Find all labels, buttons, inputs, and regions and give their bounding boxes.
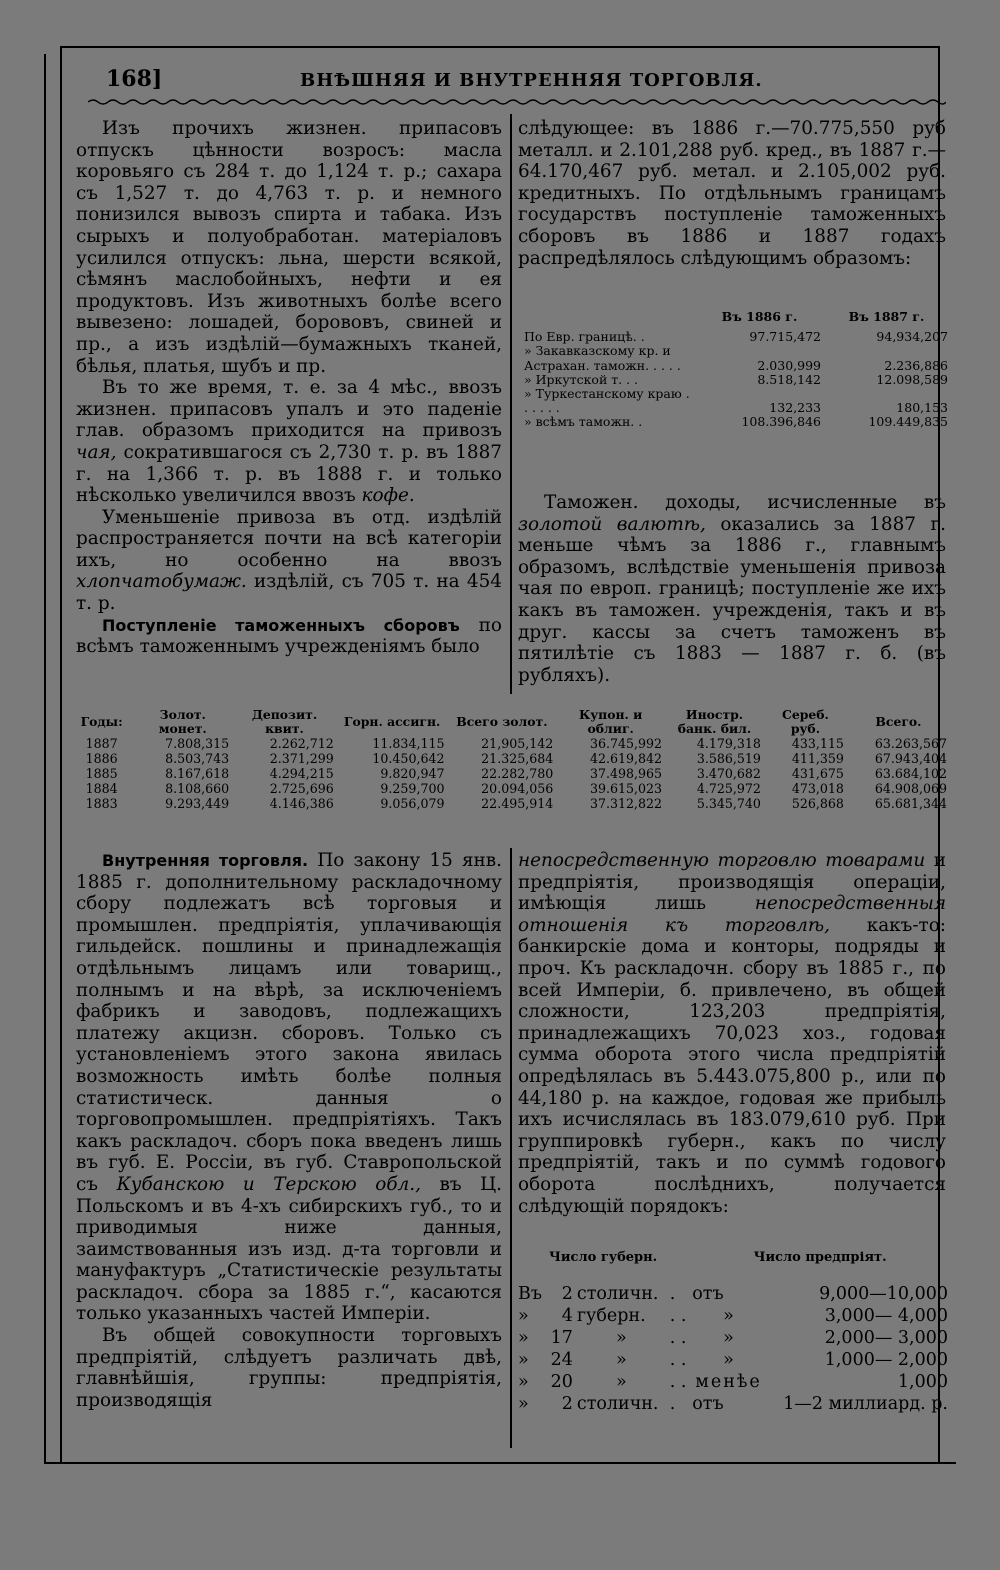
table-row: По Евр. границѣ. . 97.715,472 94,934,207 [524, 329, 948, 345]
table-row: Въ 2 столичн. . отъ 9,000—10,000 [518, 1284, 948, 1304]
page-title: ВНѢШНЯЯ И ВНУТРЕННЯЯ ТОРГОВЛЯ. [300, 70, 763, 91]
provinces-ranking-table [516, 1246, 950, 1415]
table-row: » всѣмъ таможн. . 108.396,846 109.449,835 [524, 414, 948, 430]
emph-cotton: хлопчатобумаж. [76, 571, 247, 593]
paragraph-manufactures: Уменьшеніе привоза въ отд. издѣлій распространяется почти на всѣ категоріи ихъ, но особенно на ввозъ хлопчатобумаж. издѣлій, съ 705 т. на 454 т. р. [76, 506, 502, 615]
table-row: » 4 губерн. . . » 3,000— 4,000 [518, 1306, 948, 1326]
table-row: » Закавказскому кр. и Астрахан. таможн. . . . . 2.030,999 2.236,886 [524, 343, 948, 373]
table-row: » 2 столичн. . отъ 1—2 миллиард. р. [518, 1394, 948, 1414]
right-column-top [518, 118, 946, 269]
paragraph-exports: Изъ прочихъ жизнен. припасовъ отпускъ цѣнности возросъ: масла коровьяго съ 284 т. до 1,124 т. р.; сахара съ 1,527 т. до 4,763 т. р. и немного понизился вывозъ спирта и табака. Изъ сырыхъ и полуобработан. матеріаловъ усилился отпускъ: льна, шерсти всякой, сѣмянъ маслобойныхъ, нефти и ея продуктовъ. Изъ животныхъ болѣе всего вывезено: лошадей, борововъ, свиней и пр., а изъ издѣлій—бумажныхъ тканей, бѣлья, платья, шубъ и пр. [76, 118, 502, 377]
customs-revenue-table [70, 708, 950, 811]
emph-coffee: кофе. [361, 485, 415, 507]
emph-indirect-relations: непосредственныя отношенія къ торговлѣ, [518, 893, 946, 936]
gub-header-enterprises: Число предпріят. [753, 1250, 887, 1265]
heading-internal-trade: Внутренняя торговля. [102, 851, 309, 870]
table-row: 1887 7.808,315 2.262,712 11.834,115 21,905,142 36.745,992 4.179,318 433,115 63.263,567 [85, 736, 947, 751]
emph-gold: золотой валютѣ, [518, 513, 706, 535]
paragraph-enterprise-groups: Въ общей совокупности торговыхъ предпріятій, слѣдуетъ различать двѣ, главнѣйшія, группы: предпріятія, производящія [76, 1325, 502, 1411]
table-row: » 17 » . . » 2,000— 3,000 [518, 1328, 948, 1348]
table-row: » Иркутской т. . . 8.518,142 12.098,589 [524, 371, 948, 387]
table-row: » 20 » . . менѣе 1,000 [518, 1372, 948, 1392]
table-row: » Туркестанскому краю . . . . . . 132,233 180,153 [524, 386, 948, 416]
table-row: 1883 9.293,449 4.146,386 9.056,079 22.495,914 37.312,822 5.345,740 526,868 65.681,344 [85, 796, 947, 811]
paragraph-internal-trade: Внутренняя торговля. По закону 15 янв. 1885 г. дополнительному раскладочному сбору подлежатъ всѣ торговыя и промышлен. предпріятія, уплачивающія гильдейск. пошлины и принадлежащія отдѣльнымъ лицамъ или товарищ., полнымъ и на вѣрѣ, за исключеніемъ фабрикъ и заводовъ, подлежащихъ платежу акцизн. сборовъ. Только съ установленіемъ этого закона явилась возможность имѣть болѣе полныя статистическ. данныя о торговопромышлен. предпріятіяхъ. Такъ какъ раскладоч. сборъ пока введенъ лишь въ губ. Е. Россіи, въ губ. Ставропольской съ Кубанскою и Терскою обл., въ Ц. Польскомъ и въ 4-хъ сибирскихъ губ., то и приводимыя ниже данныя, заимствованныя изъ изд. д-та торговли и мануфактуръ „Статистическіе результаты раскладоч. сбора за 1885 г.“, касаются только указанныхъ частей Имперіи. [76, 850, 503, 1325]
left-column-top [76, 118, 502, 658]
table-row: » 24 » . . » 1,000— 2,000 [518, 1350, 948, 1370]
emph-kuban: Кубанскою и Терскою обл., [116, 1173, 421, 1195]
table-row: 1885 8.167,618 4.294,215 9.820,947 22.282,780 37.498,965 3.470,682 431,675 63.684,102 [85, 766, 947, 781]
frame-shadow-left [44, 54, 46, 1464]
paragraph-customs-totals: слѣдующее: въ 1886 г.—70.775,550 руб металл. и 2.101,288 руб. кред., въ 1887 г.— 64.170,467 руб. метал. и 2.105,002 руб. кредитныхъ. По отдѣльнымъ границамъ государствъ поступленіе таможенныхъ сборовъ въ 1886 и 1887 годахъ распредѣлялось слѣдующимъ образомъ: [518, 118, 946, 269]
paragraph-customs-intro: Поступленіе таможенныхъ сборовъ по всѣмъ таможеннымъ учрежденіямъ было [76, 614, 502, 658]
emph-direct-trade: непосредственную торговлю товарами [518, 850, 926, 871]
paragraph-imports: Въ то же время, т. е. за 4 мѣс., ввозъ жизнен. припасовъ упалъ и это паденіе глав. образомъ приходится на привозъ чая, сократившагося съ 2,730 т. р. въ 1887 г. на 1,366 т. р. въ 1888 г. и только нѣсколько увеличился ввозъ кофе. [76, 377, 502, 507]
customs-by-border-table [522, 310, 950, 430]
frame-shadow-bottom [44, 1462, 956, 1464]
revenue-header-row: Годы: Золот. монет. Депозит. квит. Горн. ассигн. Всего золот. Купон. и облиг. Иностр. банк. бил. Сереб. руб. Всего. [80, 707, 922, 736]
customs-header-row [522, 310, 950, 330]
page-number: 168] [106, 66, 163, 92]
emph-tea: чая, [76, 441, 117, 463]
column-divider-top [510, 114, 512, 694]
column-divider-bottom [510, 848, 512, 1448]
right-column-bottom [518, 850, 946, 1217]
customs-header-1887: Въ 1887 г. [848, 309, 925, 324]
gub-header-provinces: Число губерн. [549, 1250, 658, 1265]
table-row: 1884 8.108,660 2.725,696 9.259,700 20.094,056 39.615,023 4.725,972 473,018 64.908,069 [85, 781, 947, 796]
paragraph-customs-revenue: Таможен. доходы, исчисленные въ золотой валютѣ, оказались за 1887 г. меньше чѣмъ за 1886 г., главнымъ образомъ, вслѣдствіе уменьшенія привоза чая по европ. границѣ; поступленіе же ихъ какъ въ таможен. учрежденія, такъ и въ друг. кассы за счетъ таможенъ въ пятилѣтіе съ 1883 — 1887 г. б. (въ рубляхъ). [518, 492, 946, 686]
right-column-top-continued [518, 492, 946, 686]
customs-header-1886: Въ 1886 г. [721, 309, 798, 324]
left-column-bottom [76, 850, 502, 1411]
header-wavy-rule [88, 98, 946, 106]
heading-customs: Поступленіе таможенныхъ сборовъ [102, 615, 460, 635]
paragraph-tax-results: непосредственную торговлю товарами и предпріятія, производящія операціи, имѣющія лишь непосредственныя отношенія къ торговлѣ, какъ-то: банкирскіе дома и конторы, подряды и проч. Къ раскладочн. сбору въ 1885 г., по всей Имперіи, б. привлечено, въ общей сложности, 123,203 предпріятія, принадлежащихъ 70,023 хоз., годовая сумма оборота этого числа предпріятій опредѣлялась въ 5.443.075,800 р., или по 44,180 р. на каждое, годовая же прибыль ихъ исчислялась въ 183.079,610 руб. При группировкѣ губерн., какъ по числу предпріятій, такъ и по суммѣ годового оборота послѣднихъ, получается слѣдующій порядокъ: [518, 850, 947, 1217]
gub-header-row [516, 1246, 950, 1283]
table-row: 1886 8.503,743 2.371,299 10.450,642 21.325,684 42.619,842 3.586,519 411,359 67.943,404 [85, 751, 947, 766]
